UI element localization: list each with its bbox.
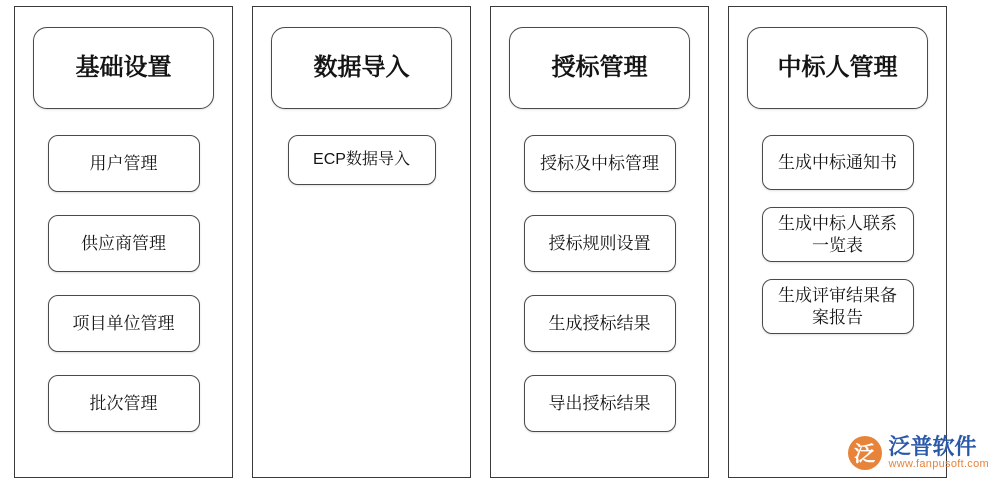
group-header-data-import[interactable]: 数据导入 [271, 27, 452, 109]
group-header-basic-settings[interactable]: 基础设置 [33, 27, 214, 109]
node-project-unit-management[interactable]: 项目单位管理 [48, 295, 200, 352]
node-ecp-data-import[interactable]: ECP数据导入 [288, 135, 436, 185]
node-generate-award-notice[interactable]: 生成中标通知书 [762, 135, 914, 190]
node-generate-award-result[interactable]: 生成授标结果 [524, 295, 676, 352]
watermark-title: 泛普软件 [888, 433, 977, 459]
node-award-and-winning-management[interactable]: 授标及中标管理 [524, 135, 676, 192]
group-column-data-import [252, 6, 471, 478]
node-export-award-result[interactable]: 导出授标结果 [524, 375, 676, 432]
group-column-winner-management [728, 6, 947, 478]
group-column-basic-settings [14, 6, 233, 478]
watermark-url: www.fanpusoft.com [888, 457, 989, 470]
node-award-rule-settings[interactable]: 授标规则设置 [524, 215, 676, 272]
node-batch-management[interactable]: 批次管理 [48, 375, 200, 432]
node-generate-winner-contact-list[interactable]: 生成中标人联系一览表 [762, 207, 914, 262]
group-column-award-management [490, 6, 709, 478]
group-header-award-management[interactable]: 授标管理 [509, 27, 690, 109]
node-generate-review-result-filing-report[interactable]: 生成评审结果备案报告 [762, 279, 914, 334]
watermark-logo-icon: 泛 [848, 436, 882, 470]
node-supplier-management[interactable]: 供应商管理 [48, 215, 200, 272]
node-user-management[interactable]: 用户管理 [48, 135, 200, 192]
group-header-winner-management[interactable]: 中标人管理 [747, 27, 928, 109]
